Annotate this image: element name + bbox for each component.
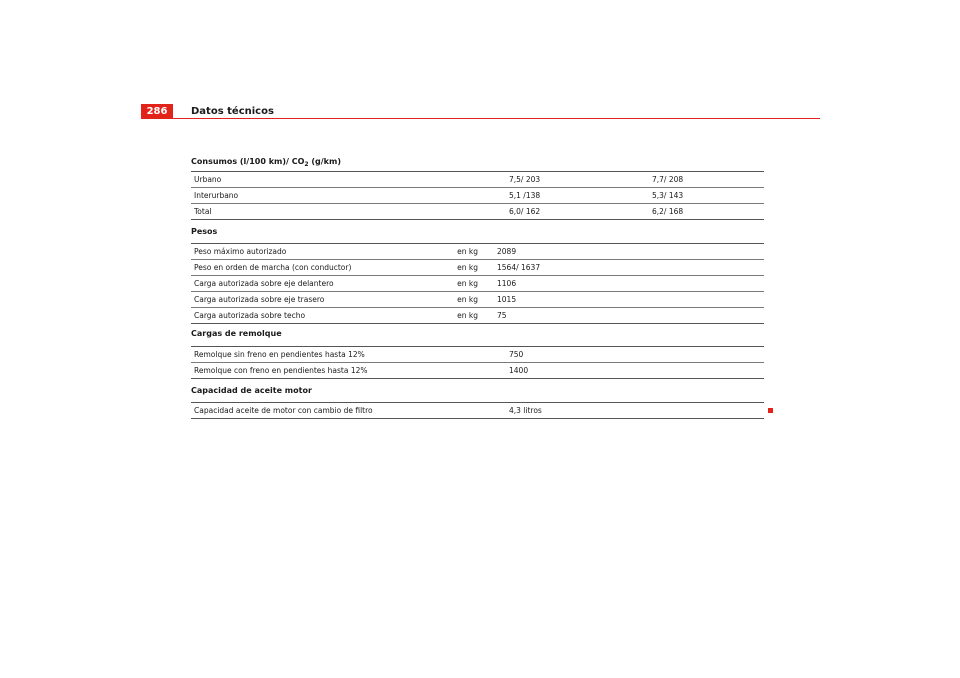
row-unit: en kg bbox=[441, 244, 494, 260]
table-row bbox=[191, 276, 764, 292]
row-value: 750 bbox=[506, 347, 764, 363]
row-value: 7,5/ 203 bbox=[506, 172, 649, 188]
page-title: Datos técnicos bbox=[191, 106, 274, 117]
row-value: 6,2/ 168 bbox=[652, 207, 684, 216]
table-row bbox=[191, 188, 764, 204]
row-label: Capacidad aceite de motor con cambio de filtro bbox=[194, 406, 373, 415]
row-value: 1106 bbox=[494, 276, 764, 292]
table-row bbox=[191, 403, 764, 419]
pesos-section-title: Pesos bbox=[191, 227, 218, 236]
consumos-title-prefix: Consumos (l/100 km)/ CO bbox=[191, 157, 305, 166]
row-label: Total bbox=[194, 207, 212, 216]
row-label: Urbano bbox=[191, 172, 506, 188]
row-value: 5,3/ 143 bbox=[649, 188, 764, 204]
remolque-section-title: Cargas de remolque bbox=[191, 329, 282, 338]
row-value: 1015 bbox=[494, 292, 764, 308]
row-value: 6,0/ 162 bbox=[509, 207, 541, 216]
table-row bbox=[191, 244, 764, 260]
table-row bbox=[191, 260, 764, 276]
pesos-table bbox=[191, 243, 764, 324]
table-row bbox=[191, 204, 764, 220]
row-value: 1564/ 1637 bbox=[494, 260, 764, 276]
row-label: Peso máximo autorizado bbox=[191, 244, 441, 260]
row-label: Remolque sin freno en pendientes hasta 12% bbox=[191, 347, 506, 363]
row-value: 75 bbox=[497, 311, 507, 320]
row-value: 4,3 litros bbox=[509, 406, 542, 415]
row-label: Remolque con freno en pendientes hasta 12% bbox=[194, 366, 368, 375]
row-value: 2089 bbox=[494, 244, 764, 260]
consumos-table bbox=[191, 171, 764, 220]
aceite-section-title: Capacidad de aceite motor bbox=[191, 386, 312, 395]
row-unit: en kg bbox=[441, 292, 494, 308]
consumos-title-suffix: (g/km) bbox=[308, 157, 341, 166]
row-label: Peso en orden de marcha (con conductor) bbox=[191, 260, 441, 276]
page-number: 286 bbox=[141, 104, 173, 119]
consumos-title-subscript: 2 bbox=[304, 161, 309, 168]
row-unit: en kg bbox=[441, 276, 494, 292]
row-value: 5,1 /138 bbox=[506, 188, 649, 204]
aceite-table bbox=[191, 402, 764, 419]
row-value: 1400 bbox=[509, 366, 529, 375]
table-row bbox=[191, 172, 764, 188]
row-unit: en kg bbox=[441, 260, 494, 276]
table-row bbox=[191, 308, 764, 324]
header-divider bbox=[141, 118, 820, 119]
row-label: Carga autorizada sobre techo bbox=[194, 311, 306, 320]
row-label: Interurbano bbox=[191, 188, 506, 204]
row-value: 7,7/ 208 bbox=[649, 172, 764, 188]
row-label: Carga autorizada sobre eje trasero bbox=[191, 292, 441, 308]
table-row bbox=[191, 363, 764, 379]
row-label: Carga autorizada sobre eje delantero bbox=[191, 276, 441, 292]
remolque-table bbox=[191, 346, 764, 379]
table-row bbox=[191, 347, 764, 363]
row-unit: en kg bbox=[457, 311, 478, 320]
consumos-section-title bbox=[191, 157, 341, 170]
end-of-section-marker bbox=[768, 408, 773, 413]
table-row bbox=[191, 292, 764, 308]
